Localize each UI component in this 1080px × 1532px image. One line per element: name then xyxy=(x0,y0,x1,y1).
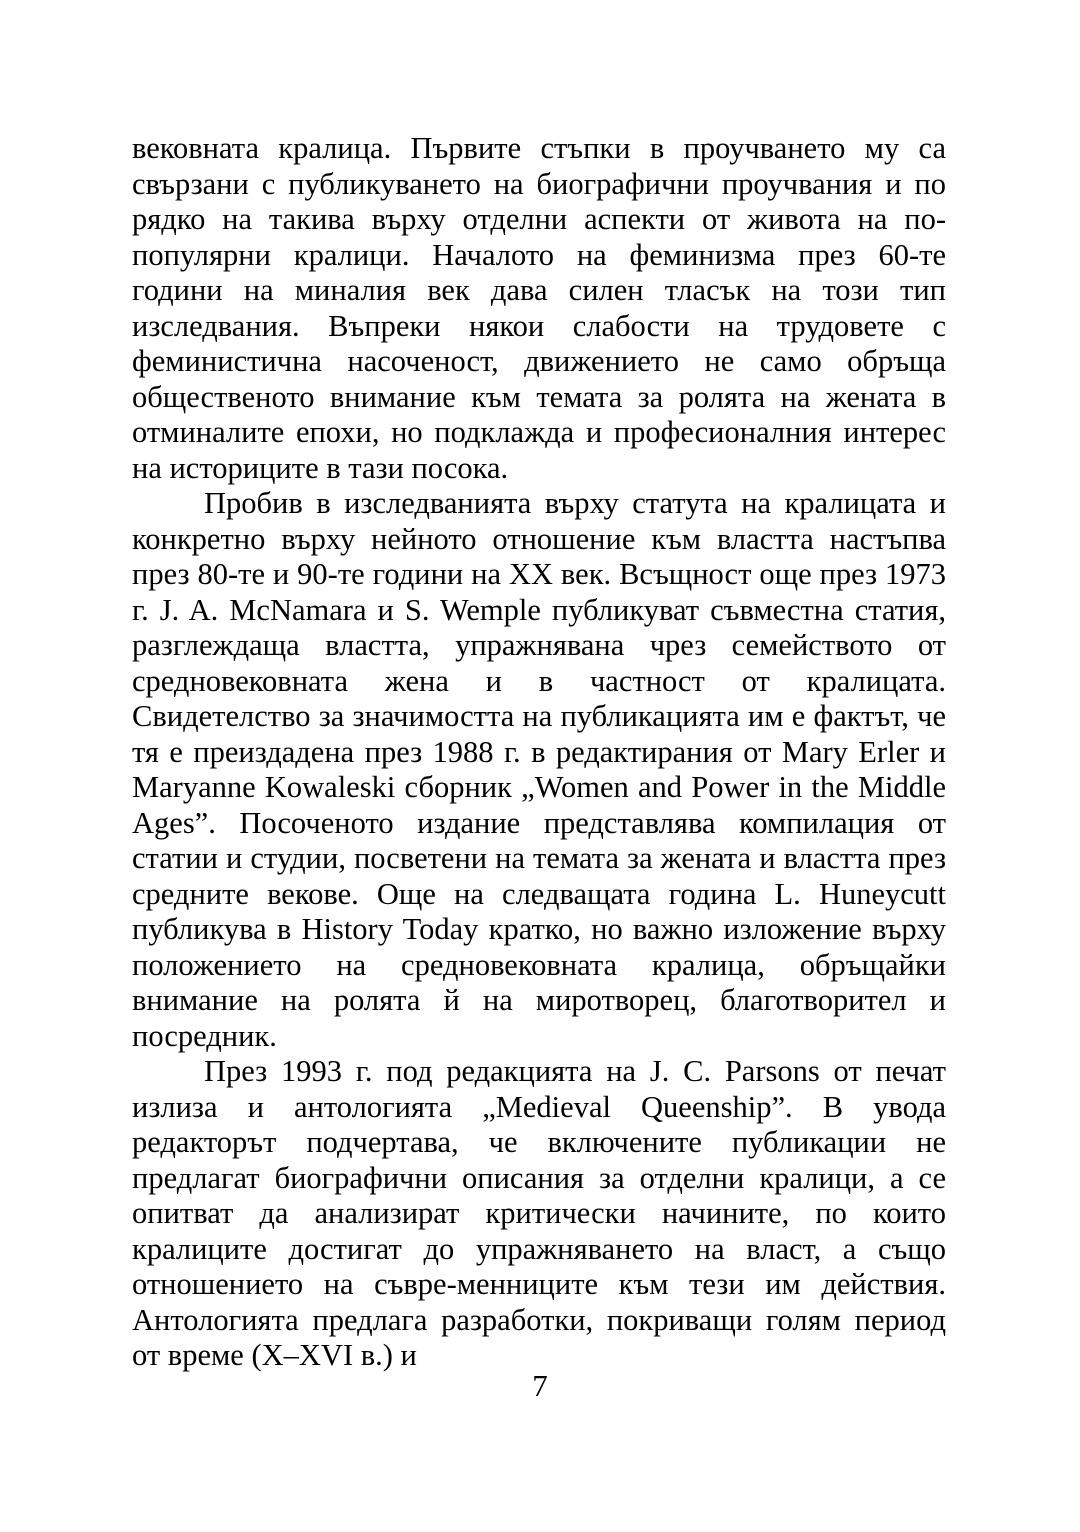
page-number: 7 xyxy=(532,1368,548,1403)
paragraph-1: вековната кралица. Първите стъпки в проучването му са свързани с публикуването на биографични проучвания и по рядко на такива върху отделни аспекти от живота на по-популярни кралици. Началото на феминизма през 60-те години на миналия век дава силен тласък на този тип изследвания. Въпреки някои слабости на трудовете с феминистична насоченост, движението не само обръща общественото внимание към темата за ролята на жената в отминалите епохи, но подклажда и професионалния интерес на историците в тази посока. xyxy=(132,131,946,485)
body-text xyxy=(132,131,946,1374)
paragraph-2: Пробив в изследванията върху статута на кралицата и конкретно върху нейното отношение към властта настъпва през 80-те и 90-те години на XX век. Всъщност още през 1973 г. J. A. McNamara и S. Wemple публикуват съвместна статия, разглеждаща властта, упражнявана чрез семейството от средновековната жена и в частност от кралицата. Свидетелство за значимостта на публикацията им е фактът, че тя е преиздадена през 1988 г. в редактирания от Mary Erler и Maryanne Kowaleski сборник „Women and Power in the Middle Ages”. Посоченото издание представлява компилация от статии и студии, посветени на темата за жената и властта през средните векове. Още на следващата година L. Huneycutt публикува в History Today кратко, но важно изложение върху положението на средновековната кралица, обръщайки внимание на ролята й на миротворец, благотворител и посредник. xyxy=(132,486,946,1053)
paragraph-3: През 1993 г. под редакцията на J. C. Parsons от печат излиза и антологията „Medieval Queenship”. В увода редакторът подчертава, че включените публикации не предлагат биографични описания за отделни кралици, а се опитват да анализират критически начините, по които кралиците достигат до упражняването на власт, а също отношението на съвре-менниците към тези им действия. Антологията предлага разработки, покриващи голям период от време (X–XVI в.) и xyxy=(132,1054,946,1372)
